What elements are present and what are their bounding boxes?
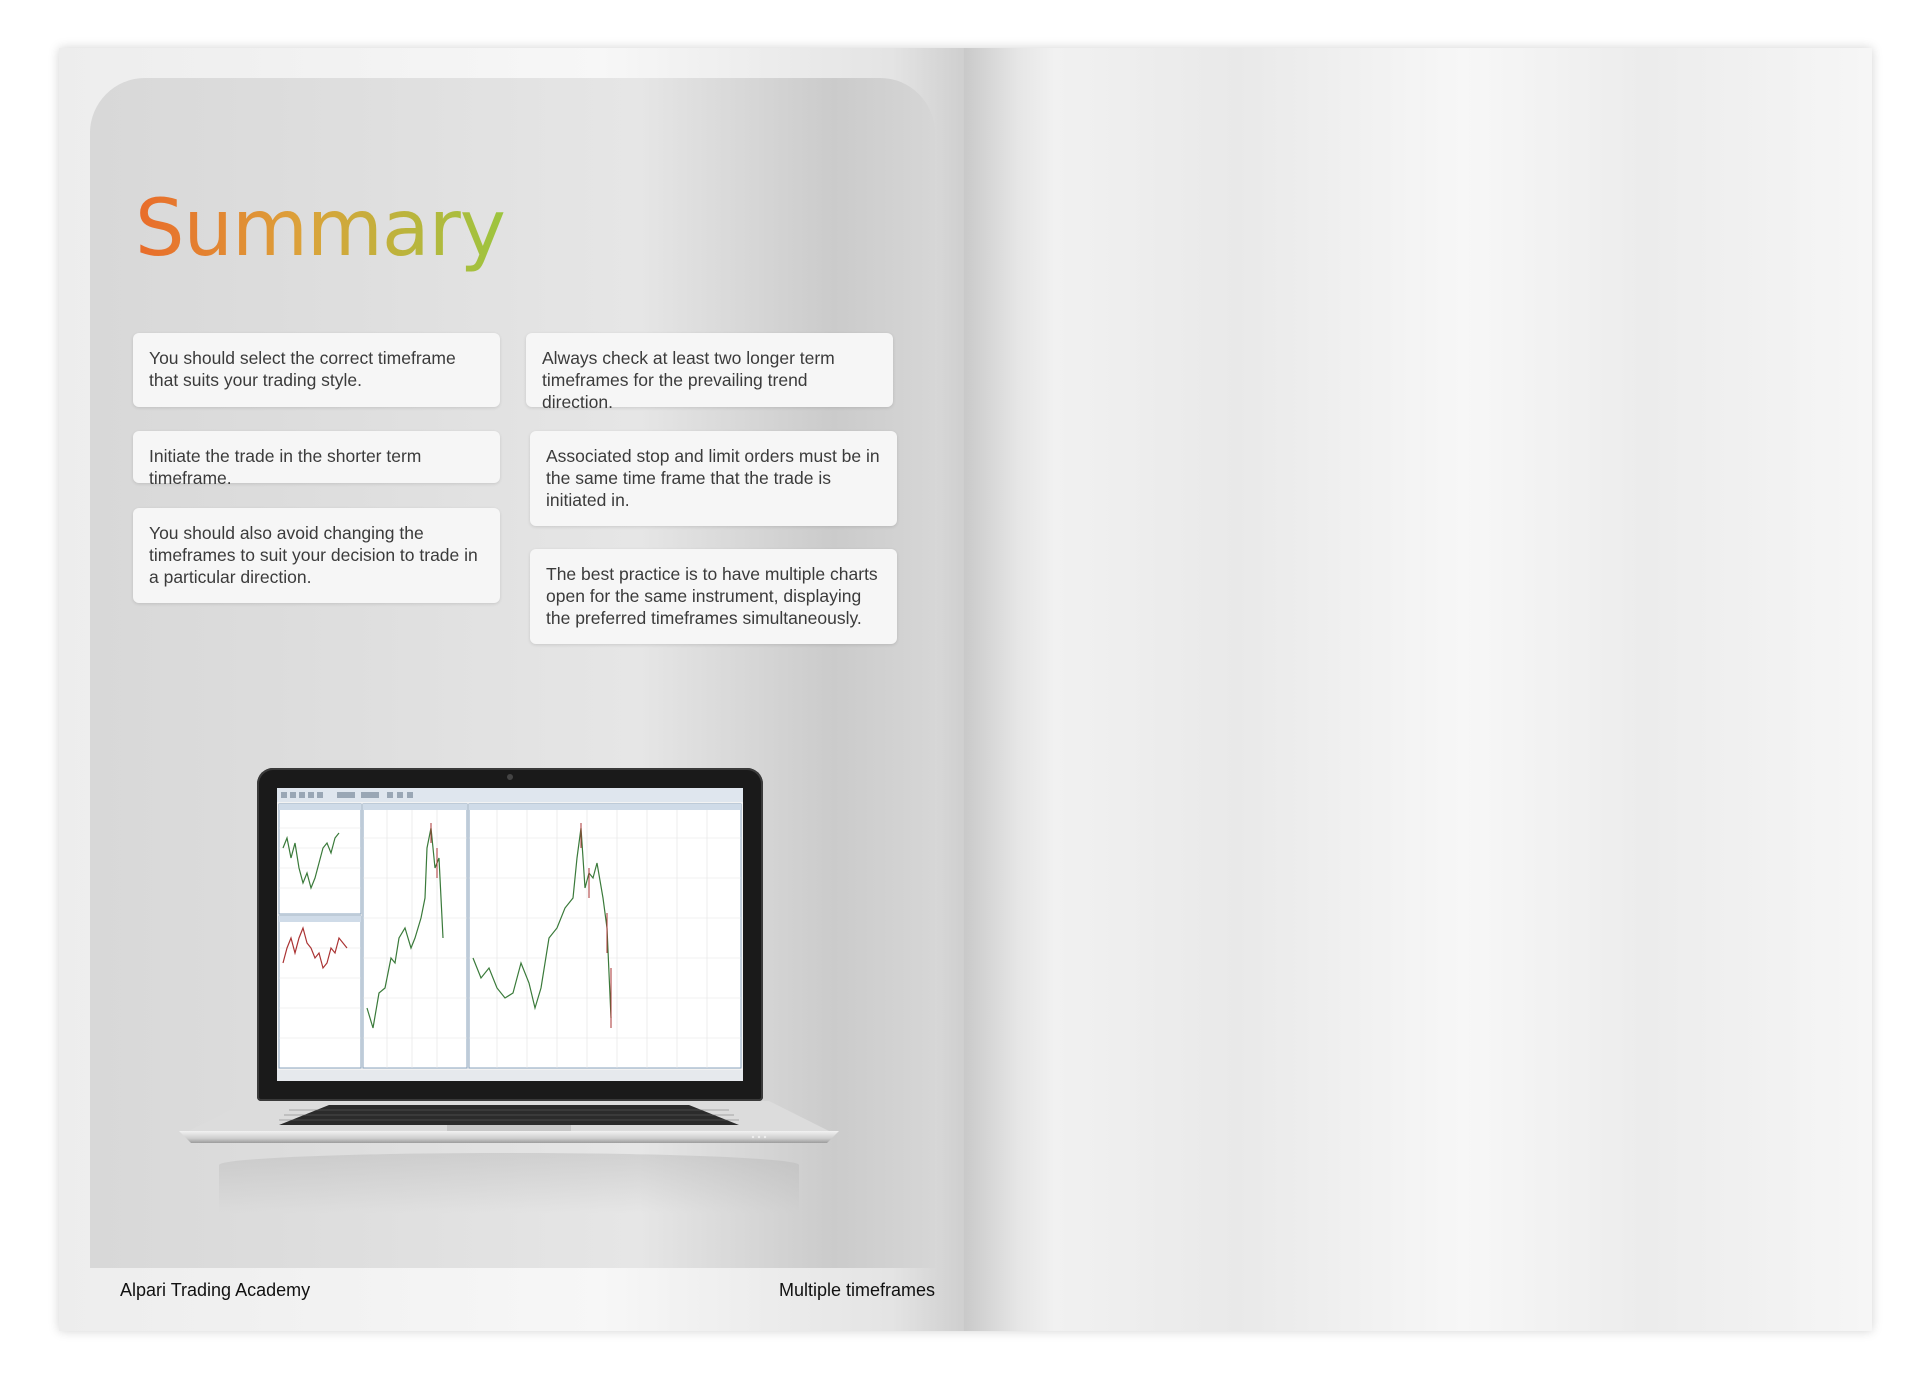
summary-card [133,508,500,603]
laptop-icon [179,768,839,1228]
summary-card-text: Associated stop and limit orders must be in the same time frame that the trade is initiated in. [546,446,880,510]
camera-icon [507,774,513,780]
page-title: Summary [135,184,505,274]
laptop-keyboard-base [179,1101,839,1147]
trading-charts-screenshot [277,788,743,1081]
right-page-blank [964,48,1872,1331]
summary-card [530,431,897,526]
summary-card-text: You should select the correct timeframe that suits your trading style. [149,348,456,390]
summary-card-text: You should also avoid changing the timeframes to suit your decision to trade in a particular direction. [149,523,478,587]
summary-card [133,431,500,488]
summary-card [133,333,500,407]
laptop-reflection [219,1153,799,1213]
footer-left: Alpari Trading Academy [120,1280,311,1300]
laptop-lid [257,768,763,1101]
summary-card [526,333,893,412]
summary-card [530,549,897,644]
summary-card-text: The best practice is to have multiple charts open for the same instrument, displaying the preferred timeframes simultaneously. [546,564,878,628]
laptop-screen [277,788,743,1081]
summary-card-text: Initiate the trade in the shorter term timeframe. [149,446,422,488]
brochure-spread [59,48,1872,1331]
footer-right: Multiple timeframes [778,1280,935,1300]
left-page [59,48,964,1331]
summary-card-text: Always check at least two longer term timeframes for the prevailing trend direction. [542,348,835,412]
